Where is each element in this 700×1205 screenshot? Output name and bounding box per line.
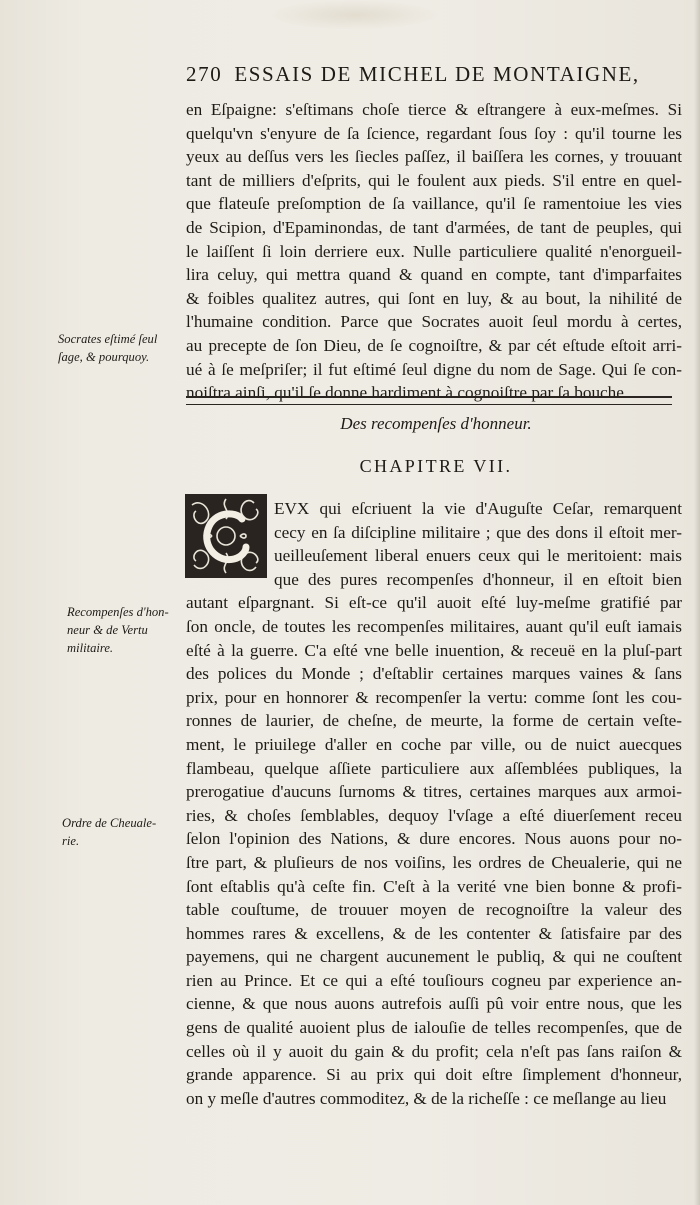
text-line: en Eſpaigne: s'eſtimans choſe tierce & eſtrangere à eux-meſmes. Si: [186, 100, 682, 119]
running-head: [186, 62, 686, 92]
text-line: & foibles qualitez autres, qui ſont en luy, & au bout, la nihilité de: [186, 288, 682, 308]
section-title: Des recompenſes d'honneur.: [340, 414, 532, 433]
text-line: grande apparence. Si au prix qui doit eſtre ſimplement d'honneur,: [186, 1065, 682, 1085]
text-line: tant de milliers d'eſprits, qui le foulent aux pieds. S'il entre en quel-: [186, 170, 682, 190]
section-divider: [186, 396, 672, 405]
margin-note-recompenses: [67, 603, 189, 657]
text-line: prerogatiue d'aucuns ſurnoms & titres, certaines marques aux armoi-: [186, 782, 682, 802]
text-line: des polices du Monde ; d'eſtablir certaines marques vaines & ſans: [186, 664, 682, 684]
text-line: noiſtra ainſi, qu'il ſe donne hardiment à cognoiſtre par ſa bouche.: [186, 383, 629, 403]
margin-note-line: Ordre de Cheuale-: [62, 816, 157, 830]
chapter-title: CHAPITRE VII.: [359, 456, 513, 476]
margin-note-line: ſage, & pourquoy.: [58, 350, 150, 364]
text-line: l'humaine condition. Parce que Socrates auoit ſeul mordu à certes,: [186, 312, 682, 332]
text-line: de Scipion, d'Epaminondas, de tant d'armées, de tant de peuples, qui: [186, 217, 682, 237]
text-line: autant eſpargnant. Si eſt-ce qu'il auoit eſté luy-meſme gratifié par: [186, 593, 682, 613]
text-line: ſtre part, & pluſieurs de nos voiſins, les ordres de Cheualerie, qui ne: [186, 852, 682, 872]
paragraph-2: [186, 497, 682, 1110]
text-line: que flateuſe preſomption de ſa vaillance, qu'il ſe ramentoiue les vies: [186, 194, 682, 214]
text-line: EVX qui eſcriuent la vie d'Auguſte Ceſar, remarquent: [274, 499, 682, 518]
text-line: quelqu'vn s'enyure de ſa ſcience, regardant ſous ſoy : qu'il tourne les: [186, 123, 682, 143]
text-line: ſont eſtablis qu'à ceſte fin. C'eſt à la verité vne bien bonne & profi-: [186, 876, 682, 896]
text-line: cienne, & que nous auons autrefois auſſi pû voir entre nous, que les: [186, 994, 682, 1014]
page-gutter-shadow: [694, 0, 700, 1205]
page-number: 270: [186, 62, 223, 86]
text-line: eſté à la guerre. C'a eſté vne belle inuention, & receuë en la pluſ-part: [186, 640, 682, 660]
text-line: au precepte de ſon Dieu, de ſe cognoiſtre, & par cét eſtude eſtoit arri-: [186, 335, 682, 355]
text-line: que des pures recompenſes d'honneur, il en eſtoit bien: [274, 569, 682, 589]
margin-note-line: Recompenſes d'hon-: [67, 605, 169, 619]
book-title: ESSAIS DE MICHEL DE MONTAIGNE,: [234, 62, 640, 86]
margin-note-socrates: [58, 330, 180, 366]
text-line: ſon oncle, de toutes les recompenſes militaires, auant qu'il euſt iamais: [186, 616, 682, 636]
text-line: gens de qualité auoient plus de ialouſie de telles recompenſes, que de: [186, 1018, 682, 1038]
text-line: ment, le priuilege d'aller en coche par ville, ou de nuict auecques: [186, 734, 682, 754]
text-line: ſelon l'opinion des Nations, & dure encores. Nous auons pour no-: [186, 829, 682, 849]
margin-note-ordre: [62, 814, 184, 850]
text-line: prix, pour en honnorer & recompenſer la vertu: comme ſont les cou-: [186, 687, 682, 707]
text-line: lira celuy, qui mettra quand & quand en compte, tant d'imparfaites: [186, 265, 682, 285]
text-line: le laiſſent ſi loin derriere eux. Nulle particuliere qualité n'enorgueil-: [186, 241, 682, 261]
text-line: yeux au deſſus vers les ſiecles paſſez, il baiſſera les cornes, y trouuant: [186, 147, 682, 167]
margin-note-line: rie.: [62, 834, 80, 848]
text-line: on y meſle d'autres commoditez, & de la richeſſe : ce meſlange au lieu: [186, 1088, 667, 1108]
text-line: table couſtume, de trouuer moyen de recognoiſtre la valeur des: [186, 900, 682, 920]
text-line: hommes rares & excellens, & de les contenter & ſatisfaire par des: [186, 923, 682, 943]
text-line: ries, & choſes ſemblables, dequoy l'vſage a eſté diuerſement receu: [186, 805, 682, 825]
text-line: celles où il y auoit du gain & du profit; cela n'eſt pas ſans raiſon &: [186, 1041, 682, 1061]
text-line: ueilleuſement liberal enuers ceux qui le meritoient: mais: [274, 546, 682, 566]
paragraph-1: [186, 98, 682, 405]
text-line: payemens, qui ne chargent aucunement le publiq, & qui ne couſtent: [186, 947, 682, 967]
margin-note-line: militaire.: [67, 641, 114, 655]
margin-note-line: Socrates eſtimé ſeul: [58, 332, 158, 346]
margin-note-line: neur & de Vertu: [67, 623, 148, 637]
text-line: ué à ſe meſpriſer; il fut eſtimé ſeul digne du nom de Sage. Qui ſe con-: [186, 359, 682, 379]
text-line: cecy en ſa diſcipline militaire ; que des dons il eſtoit mer-: [274, 522, 682, 542]
text-line: flambeau, quelque aſſiete particuliere aux aſſemblées publiques, la: [186, 758, 682, 778]
paper-stain: [270, 0, 440, 30]
text-line: ronnes de laurier, de cheſne, de meurte, la forme de certain veſte-: [186, 711, 682, 731]
text-line: rien au Prince. Et ce qui a eſté touſiours cogneu par experience an-: [186, 970, 682, 990]
